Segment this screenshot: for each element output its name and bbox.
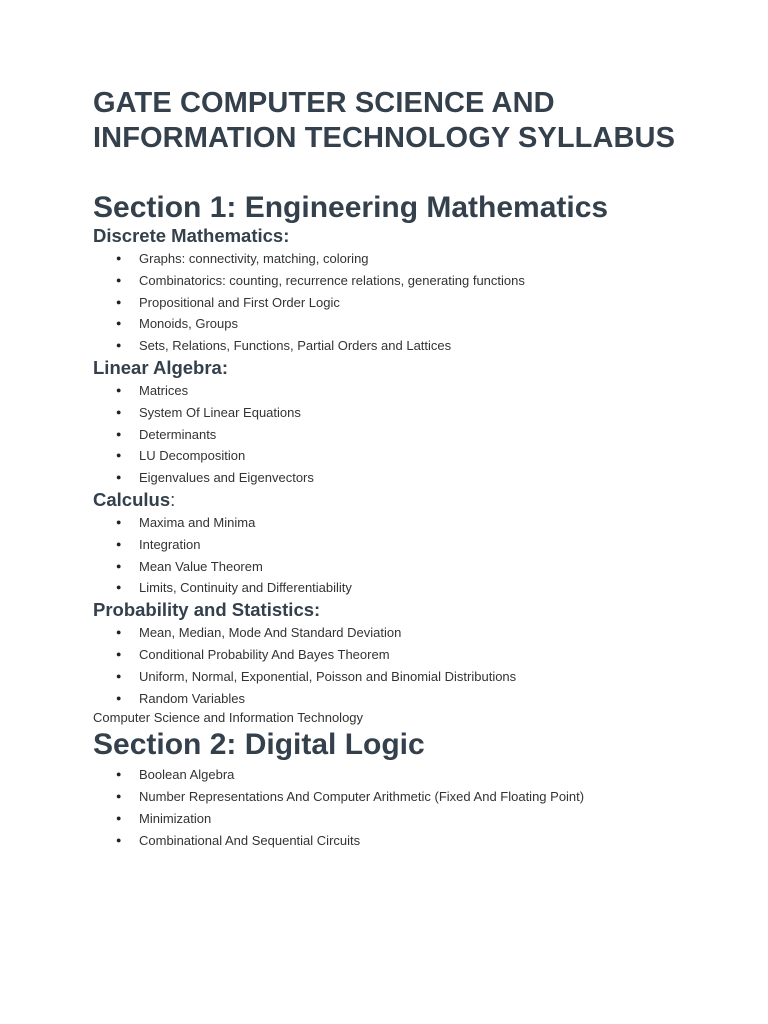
bullet-icon: ● [116,340,122,351]
bullet-icon: ● [116,318,122,329]
bullet-icon: ● [116,296,122,307]
bullet-icon: ● [116,406,122,417]
calculus-list [93,512,713,599]
bullet-icon: ● [116,812,122,823]
list-item: ● Propositional and First Order Logic [93,292,713,314]
bullet-icon: ● [116,428,122,439]
bullet-icon: ● [116,516,122,527]
section-2-title: Section 2: Digital Logic [93,728,425,762]
list-item: ● Monoids, Groups [93,313,713,335]
bullet-icon: ● [116,627,122,638]
bullet-icon: ● [116,692,122,703]
list-item: ● Combinational And Sequential Circuits [93,830,713,852]
bullet-icon: ● [116,670,122,681]
list-item: ● Boolean Algebra [93,764,713,786]
list-item: ● Integration [93,534,713,556]
calculus-heading: Calculus: [93,488,176,510]
document-page [93,86,713,852]
bullet-icon: ● [116,538,122,549]
linear-algebra-list [93,380,713,489]
list-item: ● Uniform, Normal, Exponential, Poisson and Binomial Distributions [93,666,713,688]
bullet-icon: ● [116,450,122,461]
probability-statistics-heading: Probability and Statistics: [93,599,321,621]
linear-algebra-heading: Linear Algebra: [93,356,229,378]
list-item: ● Graphs: connectivity, matching, coloring [93,248,713,270]
running-note: Computer Science and Information Technology [93,710,364,726]
list-item: ● Random Variables [93,688,713,710]
list-item: ● Number Representations And Computer Arithmetic (Fixed And Floating Point) [93,786,713,808]
probability-statistics-list [93,622,713,709]
list-item: ● Minimization [93,808,713,830]
bullet-icon: ● [116,384,122,395]
discrete-mathematics-heading: Discrete Mathematics: [93,225,290,246]
list-item: ● Sets, Relations, Functions, Partial Orders and Lattices [93,335,713,357]
list-item: ● Determinants [93,424,713,446]
list-item: ● Maxima and Minima [93,512,713,534]
bullet-icon: ● [116,472,122,483]
bullet-icon: ● [116,769,122,780]
bullet-icon: ● [116,834,122,845]
list-item: ● Mean Value Theorem [93,556,713,578]
discrete-mathematics-list [93,248,713,357]
document-title: GATE COMPUTER SCIENCE AND INFORMATION TECHNOLOGY SYLLABUS [93,87,676,154]
section-1-title: Section 1: Engineering Mathematics [93,191,609,224]
list-item: ● Eigenvalues and Eigenvectors [93,467,713,489]
bullet-icon: ● [116,274,122,285]
bullet-icon: ● [116,648,122,659]
digital-logic-list [93,764,713,851]
bullet-icon: ● [116,791,122,802]
list-item: ● LU Decomposition [93,445,713,467]
list-item: ● Combinatorics: counting, recurrence relations, generating functions [93,270,713,292]
bullet-icon: ● [116,582,122,593]
list-item: ● Conditional Probability And Bayes Theorem [93,644,713,666]
bullet-icon: ● [116,560,122,571]
bullet-icon: ● [116,253,122,263]
list-item: ● System Of Linear Equations [93,402,713,424]
list-item: ● Matrices [93,380,713,402]
list-item: ● Limits, Continuity and Differentiability [93,577,713,599]
list-item: ● Mean, Median, Mode And Standard Deviation [93,622,713,644]
